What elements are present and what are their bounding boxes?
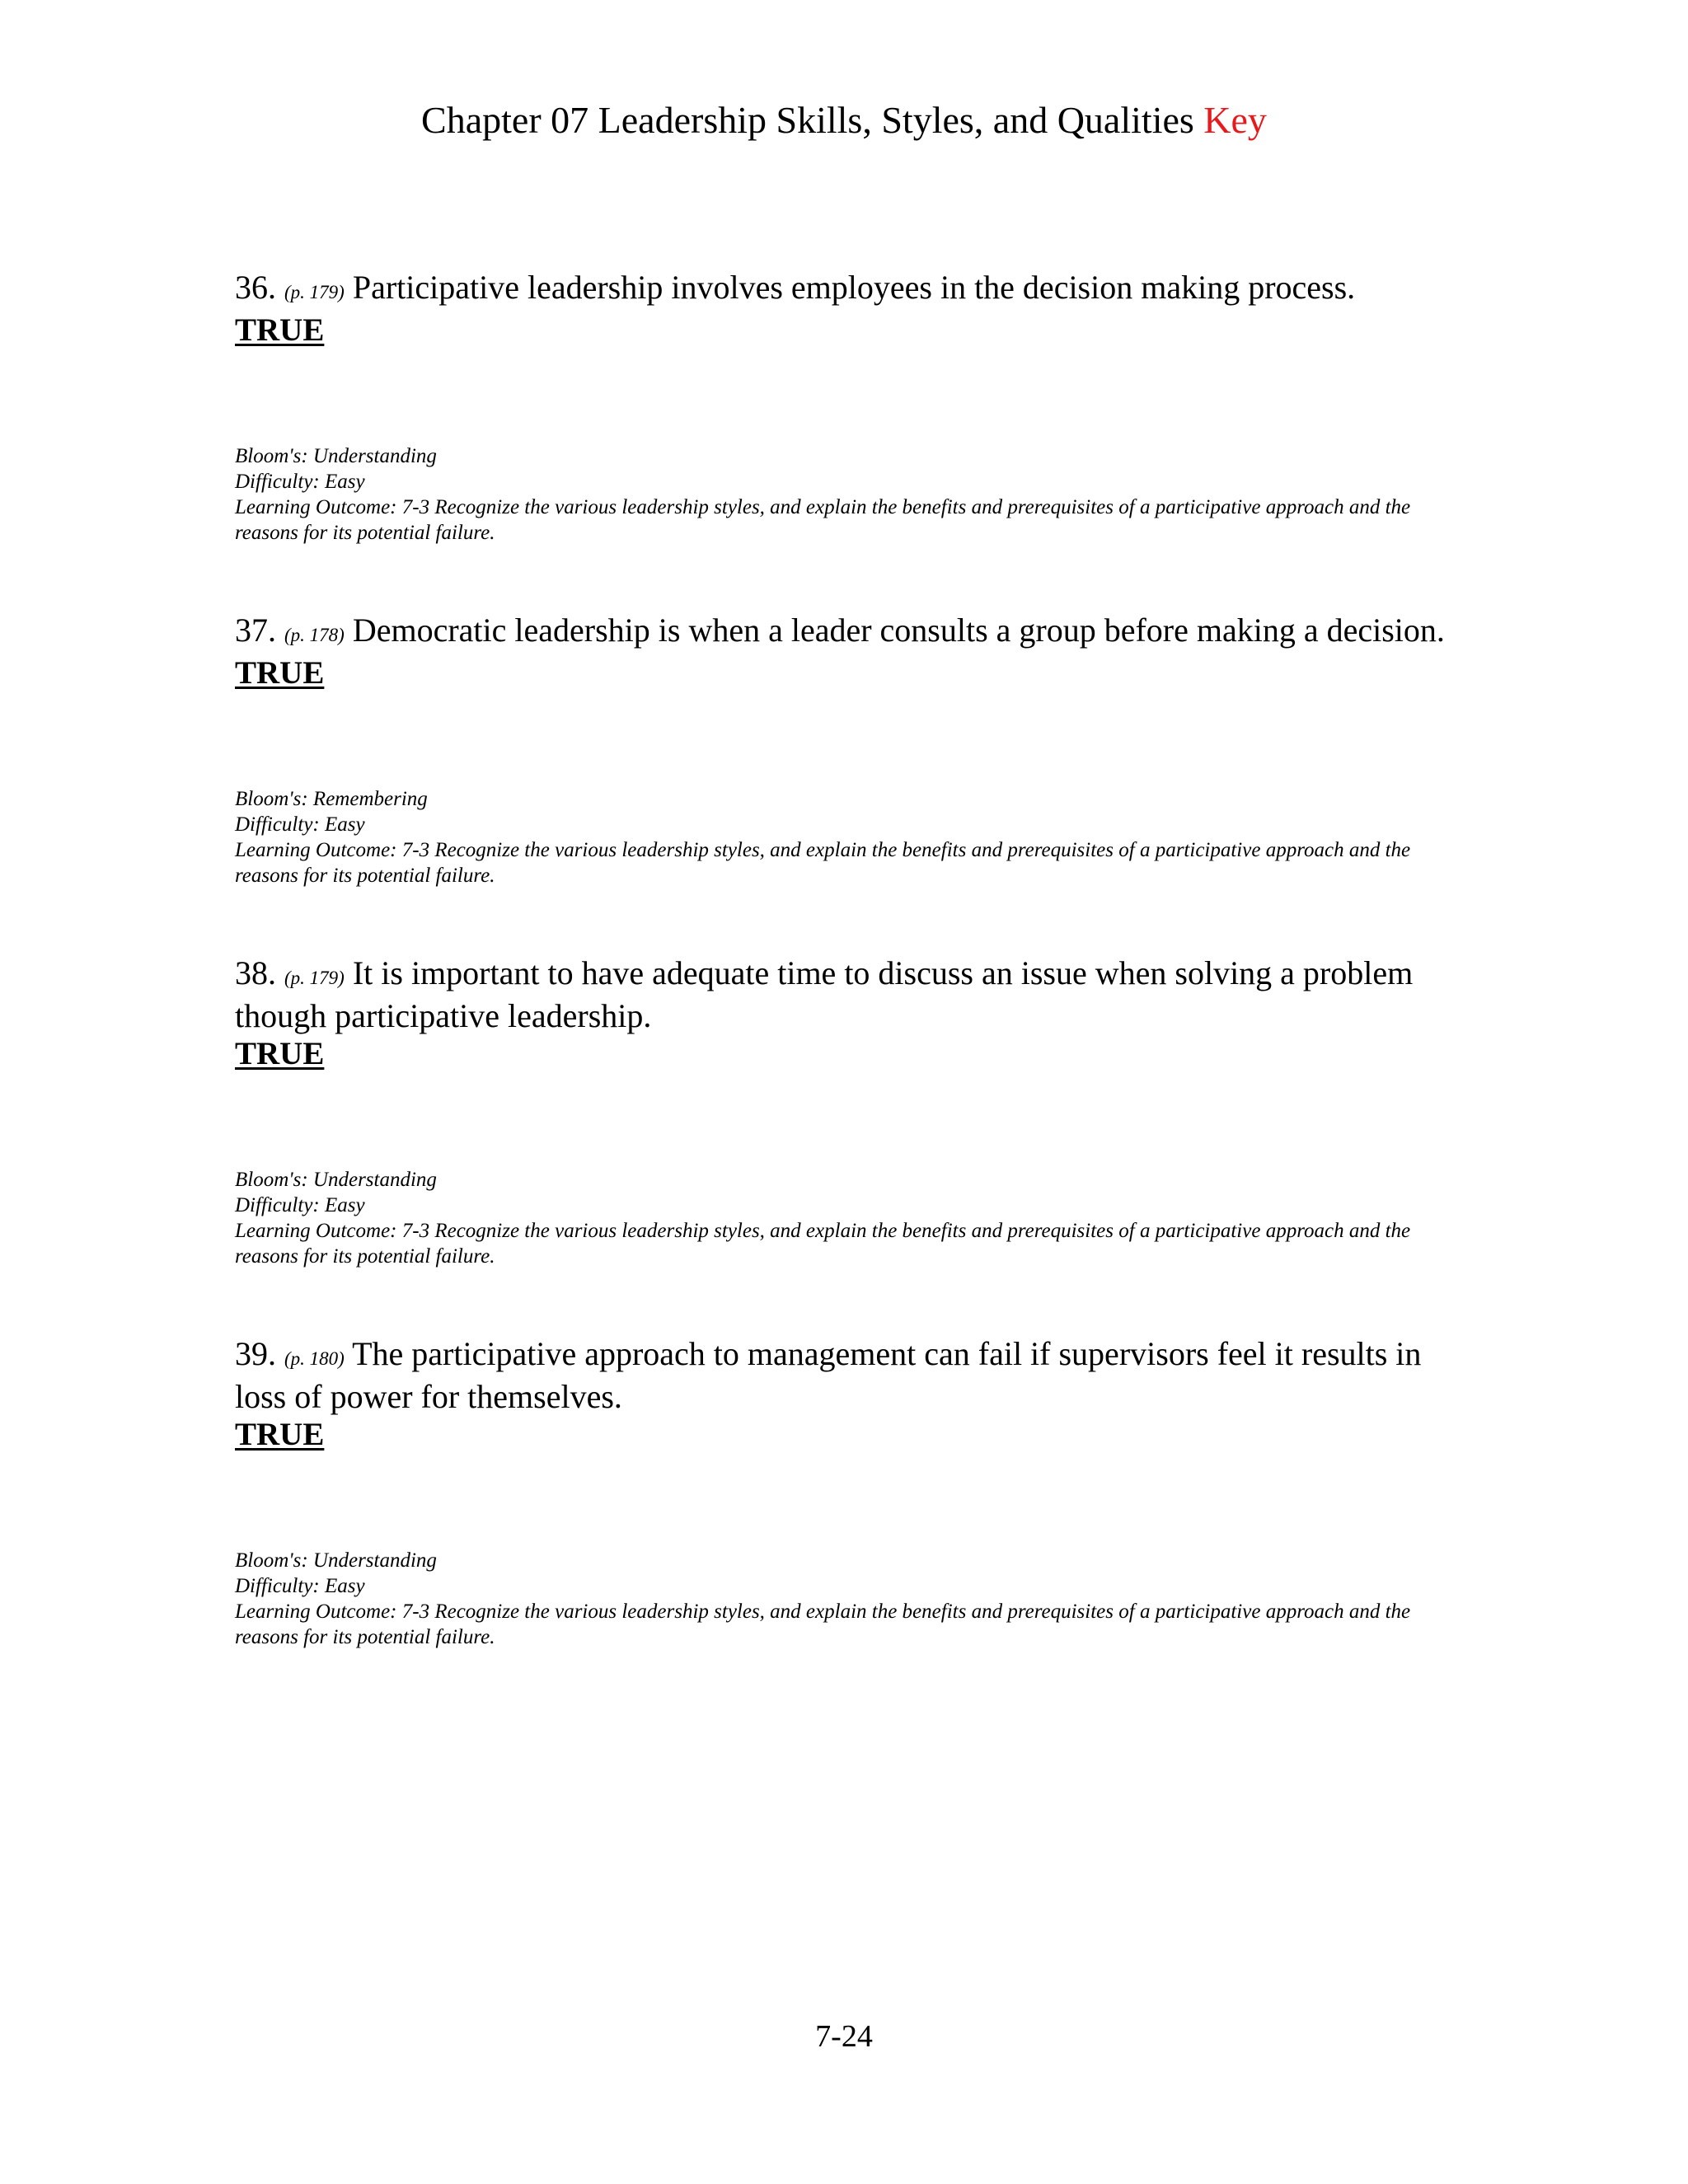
difficulty: Difficulty: Easy	[235, 1575, 365, 1597]
question-39-metadata	[235, 1548, 1471, 1650]
difficulty: Difficulty: Easy	[235, 813, 365, 836]
question-text	[235, 1335, 1471, 1416]
question-37-metadata	[235, 786, 1471, 888]
question-statement: It is important to have adequate time to discuss an issue when solving a problem though participative leadership.	[235, 954, 1414, 1034]
difficulty: Difficulty: Easy	[235, 1194, 365, 1216]
question-text	[235, 612, 1471, 654]
blooms-level: Bloom's: Understanding	[235, 1549, 437, 1572]
learning-outcome: Learning Outcome: 7-3 Recognize the various leadership styles, and explain the benefits and prerequisites of a participative approach and the reasons for its potential failure.	[235, 1220, 1411, 1268]
page-title	[0, 97, 1688, 143]
page-number: 7-24	[815, 2019, 873, 2054]
learning-outcome: Learning Outcome: 7-3 Recognize the various leadership styles, and explain the benefits and prerequisites of a participative approach and the reasons for its potential failure.	[235, 1601, 1411, 1648]
question-text	[235, 269, 1471, 312]
question-38-metadata	[235, 1167, 1471, 1269]
page-reference: (p. 179)	[284, 282, 345, 302]
page-reference: (p. 179)	[284, 968, 345, 988]
blooms-level: Bloom's: Remembering	[235, 788, 428, 810]
question-38	[235, 954, 1471, 1073]
learning-outcome: Learning Outcome: 7-3 Recognize the various leadership styles, and explain the benefits and prerequisites of a participative approach and the reasons for its potential failure.	[235, 496, 1411, 544]
question-statement: Participative leadership involves employees in the decision making process.	[352, 269, 1356, 306]
question-39	[235, 1335, 1471, 1454]
answer: TRUE	[235, 312, 325, 348]
difficulty: Difficulty: Easy	[235, 471, 365, 493]
blooms-level: Bloom's: Understanding	[235, 445, 437, 467]
answer: TRUE	[235, 1036, 325, 1071]
question-number: 39.	[235, 1335, 276, 1372]
question-number: 38.	[235, 954, 276, 991]
learning-outcome: Learning Outcome: 7-3 Recognize the various leadership styles, and explain the benefits and prerequisites of a participative approach and the reasons for its potential failure.	[235, 839, 1411, 887]
blooms-level: Bloom's: Understanding	[235, 1169, 437, 1191]
question-number: 36.	[235, 269, 276, 306]
question-37	[235, 612, 1471, 692]
question-statement: Democratic leadership is when a leader consults a group before making a decision.	[352, 612, 1445, 649]
question-text	[235, 954, 1471, 1035]
question-statement: The participative approach to management can fail if supervisors feel it results in loss of power for themselves.	[235, 1335, 1422, 1415]
page-reference: (p. 178)	[284, 625, 345, 645]
page-reference: (p. 180)	[284, 1348, 345, 1369]
question-36	[235, 269, 1471, 349]
answer: TRUE	[235, 1417, 325, 1452]
page-title-text: Chapter 07 Leadership Skills, Styles, and Qualities	[421, 99, 1194, 141]
question-36-metadata	[235, 443, 1471, 546]
answer-key-label: Key	[1203, 99, 1267, 141]
question-number: 37.	[235, 612, 276, 649]
answer: TRUE	[235, 655, 325, 691]
